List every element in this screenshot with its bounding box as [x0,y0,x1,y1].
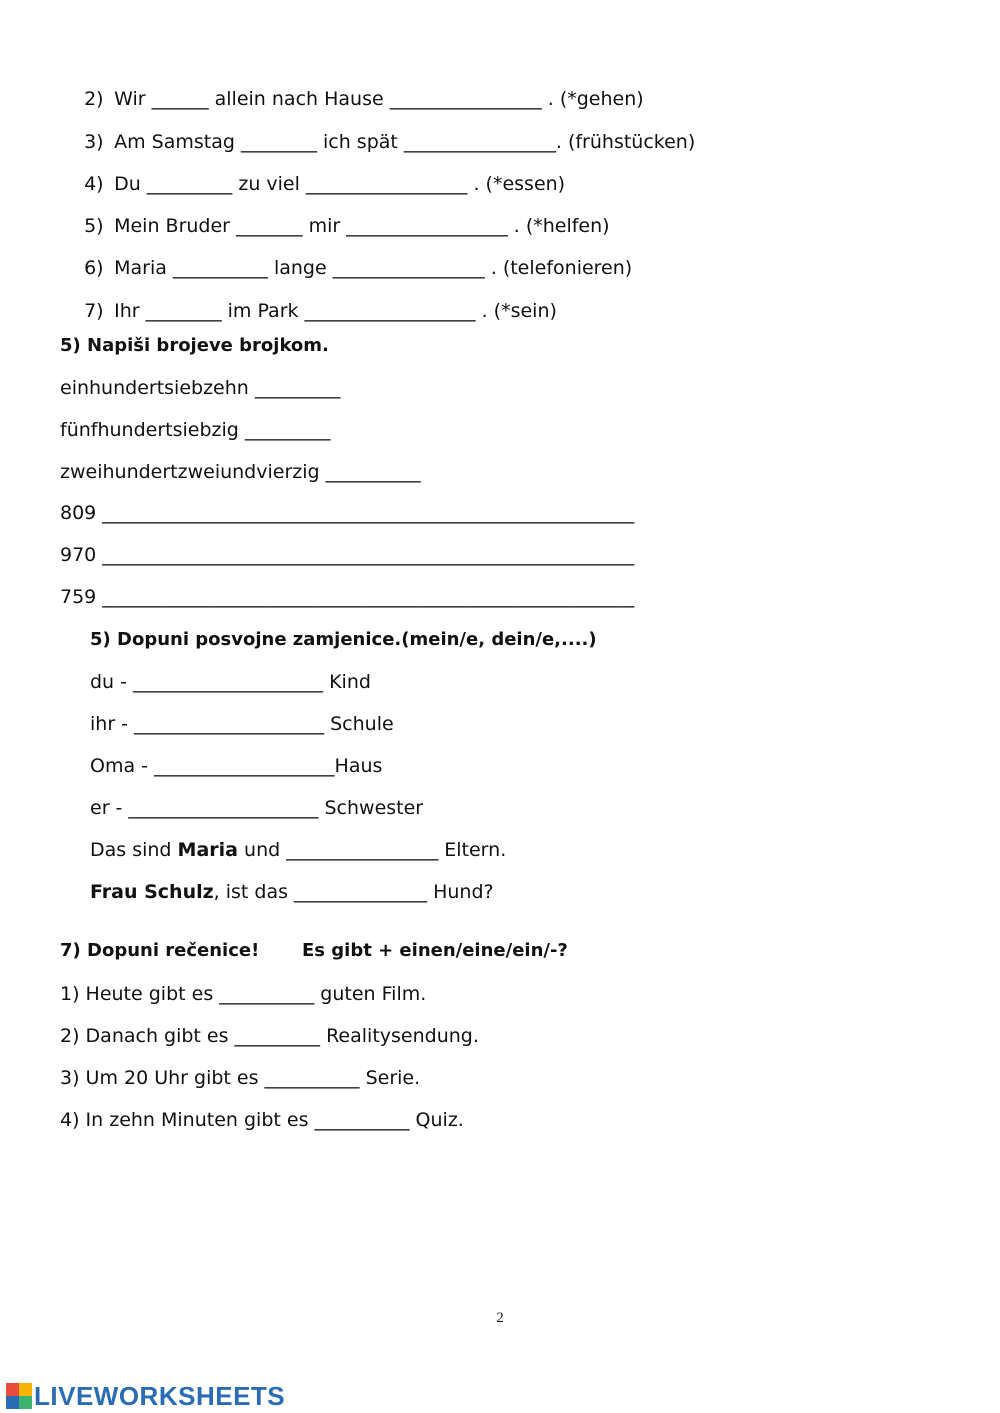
exercise7-heading: 7) Dopuni rečenice! [60,940,260,961]
pronoun-line: er - ____________________ Schwester [90,797,424,819]
pronoun-line: du - ____________________ Kind [90,671,371,693]
pronoun-line: Frau Schulz, ist das ______________ Hund? [90,881,494,903]
exercise4-item-5: 5) Mein Bruder _______ mir _________________ . (*helfen) [84,215,610,237]
number-digit-line: 759 ________________________________________________________ [60,586,635,608]
page-number: 2 [496,1310,504,1326]
pronoun-line: Oma - ___________________Haus [90,755,383,777]
number-digit-line: 809 ________________________________________________________ [60,502,635,524]
number-word-line: zweihundertzweiundvierzig __________ [60,461,421,483]
sentence-line: 2) Danach gibt es _________ Realitysendung. [60,1025,479,1047]
exercise5a-heading: 5) Napiši brojeve brojkom. [60,335,329,356]
sentence-line: 1) Heute gibt es __________ guten Film. [60,983,427,1005]
number-word-line: fünfhundertsiebzig _________ [60,419,331,441]
sentence-line: 3) Um 20 Uhr gibt es __________ Serie. [60,1067,421,1089]
liveworksheets-logo-icon [6,1383,32,1409]
exercise4-item-6: 6) Maria __________ lange ________________ . (telefonieren) [84,257,633,279]
number-word-line: einhundertsiebzehn _________ [60,377,341,399]
exercise7-heading-hint: Es gibt + einen/eine/ein/-? [302,940,568,961]
exercise4-item-7: 7) Ihr ________ im Park __________________ . (*sein) [84,300,557,322]
pronoun-line: ihr - ____________________ Schule [90,713,394,735]
sentence-line: 4) In zehn Minuten gibt es __________ Quiz. [60,1109,464,1131]
logo-text: LIVEWORKSHEETS [34,1380,286,1411]
pronoun-line: Das sind Maria und ________________ Eltern. [90,839,507,861]
exercise4-item-2: 2) Wir ______ allein nach Hause ________________ . (*gehen) [84,88,644,110]
number-digit-line: 970 ________________________________________________________ [60,544,635,566]
exercise5b-heading: 5) Dopuni posvojne zamjenice.(mein/e, dein/e,....) [90,629,597,650]
liveworksheets-logo [6,1381,285,1411]
exercise4-item-3: 3) Am Samstag ________ ich spät ________________. (frühstücken) [84,131,696,153]
exercise4-item-4: 4) Du _________ zu viel _________________ . (*essen) [84,173,566,195]
